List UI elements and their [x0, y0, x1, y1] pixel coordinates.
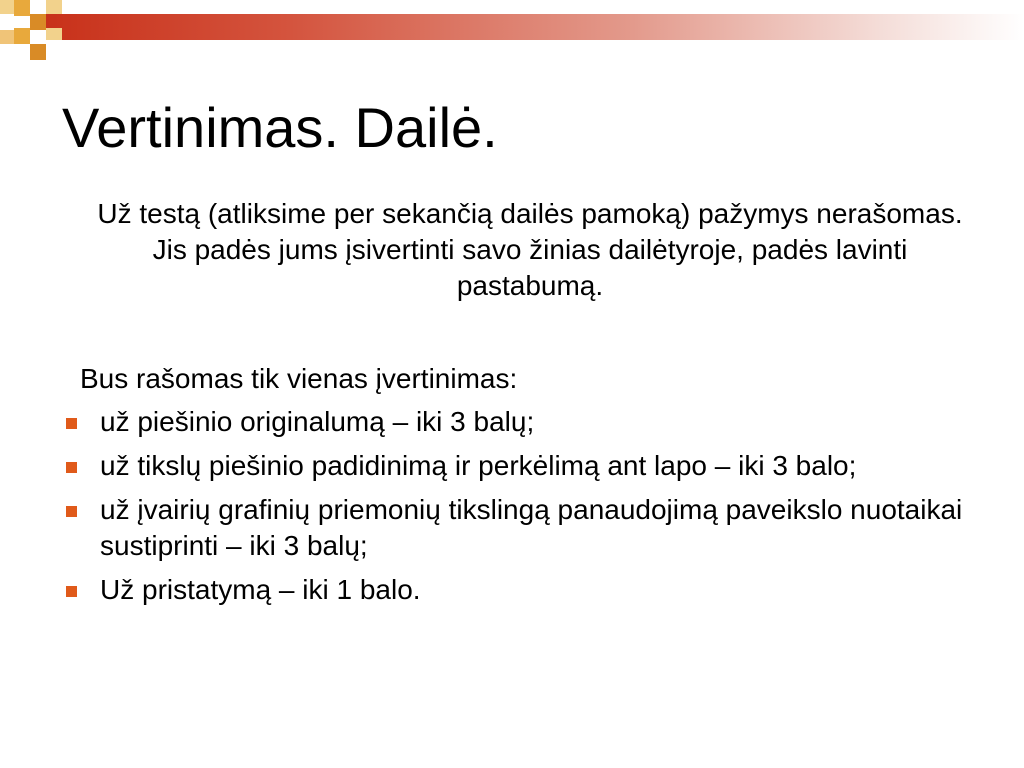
decor-square [30, 44, 46, 60]
decor-square [46, 28, 62, 40]
list-item [60, 404, 980, 440]
decor-square [0, 30, 14, 44]
decor-square [14, 0, 30, 16]
list-item [60, 492, 980, 564]
decor-square [30, 14, 46, 30]
decor-square [46, 0, 62, 14]
list-item-text: už piešinio originalumą – iki 3 balų; [100, 406, 535, 437]
slide-title: Vertinimas. Dailė. [62, 96, 498, 159]
square-bullet-icon [66, 586, 77, 597]
list-item-text: už įvairių grafinių priemonių tikslingą panaudojimą paveikslo nuotaikai sustiprinti – iki 3 balų; [100, 494, 963, 561]
square-bullet-icon [66, 506, 77, 517]
intro-paragraph: Už testą (atliksime per sekančią dailės pamoką) pažymys nerašomas. Jis padės jums įsivertinti savo žinias dailėtyroje, padės lavinti pastabumą. [97, 198, 963, 301]
header-gradient-band [46, 14, 1024, 40]
decor-square [14, 28, 30, 44]
list-item [60, 448, 980, 484]
list-item-text: už tikslų piešinio padidinimą ir perkėlimą ant lapo – iki 3 balo; [100, 450, 857, 481]
list-item-text: Už pristatymą – iki 1 balo. [100, 574, 421, 605]
criteria-list [60, 404, 980, 616]
lead-text: Bus rašomas tik vienas įvertinimas: [80, 363, 518, 394]
list-item [60, 572, 980, 608]
square-bullet-icon [66, 462, 77, 473]
square-bullet-icon [66, 418, 77, 429]
decor-square [0, 0, 14, 14]
